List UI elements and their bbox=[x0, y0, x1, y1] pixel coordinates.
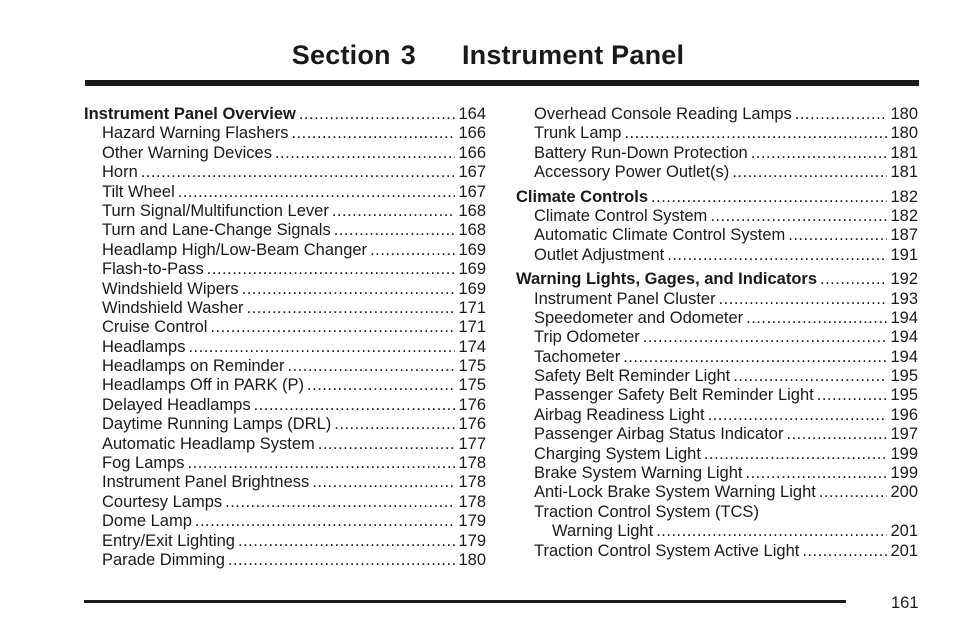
toc-entry[interactable] bbox=[516, 246, 918, 265]
toc-entry[interactable] bbox=[516, 309, 918, 328]
toc-entry[interactable] bbox=[516, 445, 918, 464]
dot-leader bbox=[746, 309, 887, 328]
toc-entry[interactable] bbox=[516, 522, 918, 541]
dot-leader bbox=[207, 260, 456, 279]
toc-entry-page: 194 bbox=[890, 308, 918, 327]
dot-leader bbox=[225, 493, 455, 512]
toc-entry-label: Horn bbox=[102, 163, 138, 182]
toc-entry-label: Charging System Light bbox=[534, 444, 701, 463]
toc-entry[interactable] bbox=[84, 512, 486, 531]
dot-leader bbox=[178, 183, 456, 202]
dot-leader bbox=[332, 202, 456, 221]
toc-entry-label: Instrument Panel Brightness bbox=[102, 473, 310, 492]
toc-entry-page: 166 bbox=[458, 143, 486, 162]
toc-entry-label: Windshield Wipers bbox=[102, 279, 239, 298]
toc-entry-page: 177 bbox=[458, 434, 486, 453]
toc-entry[interactable] bbox=[84, 163, 486, 182]
toc-entry-label: Courtesy Lamps bbox=[102, 492, 223, 511]
toc-entry-page: 178 bbox=[458, 492, 486, 511]
toc-entry[interactable] bbox=[84, 415, 486, 434]
toc-entry-label: Battery Run-Down Protection bbox=[534, 143, 748, 162]
section-word: Section bbox=[291, 40, 391, 70]
footer-rule bbox=[84, 600, 846, 603]
toc-entry-page: 192 bbox=[890, 270, 918, 289]
toc-entry-label: Brake System Warning Light bbox=[534, 464, 743, 483]
toc-entry-label: Turn and Lane-Change Signals bbox=[102, 221, 331, 240]
toc-heading-entry[interactable] bbox=[84, 105, 486, 124]
toc-entry[interactable] bbox=[516, 425, 918, 444]
toc-entry-label: Airbag Readiness Light bbox=[534, 405, 705, 424]
toc-entry-label: Delayed Headlamps bbox=[102, 395, 251, 414]
dot-leader bbox=[710, 207, 887, 226]
toc-entry[interactable] bbox=[84, 202, 486, 221]
section-title bbox=[0, 40, 954, 71]
toc-entry-page: 180 bbox=[458, 550, 486, 569]
toc-entry-label: Traction Control System Active Light bbox=[534, 541, 800, 560]
page-number: 161 bbox=[891, 594, 919, 612]
toc-entry-page: 178 bbox=[458, 454, 486, 473]
dot-leader bbox=[788, 226, 887, 245]
toc-entry-label: Cruise Control bbox=[102, 318, 208, 337]
toc-entry-page: 196 bbox=[890, 405, 918, 424]
dot-leader bbox=[188, 454, 456, 473]
toc-entry-page: 169 bbox=[458, 279, 486, 298]
toc-entry-page: 169 bbox=[458, 260, 486, 279]
toc-entry-label: Overhead Console Reading Lamps bbox=[534, 105, 792, 123]
dot-leader bbox=[291, 124, 455, 143]
dot-leader bbox=[312, 473, 455, 492]
toc-entry-page: 168 bbox=[458, 201, 486, 220]
toc-entry-label: Climate Control System bbox=[534, 206, 708, 225]
toc-entry[interactable] bbox=[84, 280, 486, 299]
dot-leader bbox=[651, 188, 887, 207]
toc-entry[interactable] bbox=[84, 124, 486, 143]
toc-entry-page: 193 bbox=[890, 289, 918, 308]
toc-entry-page: 171 bbox=[458, 318, 486, 337]
toc-entry-label: Traction Control System (TCS) bbox=[534, 502, 759, 521]
toc-entry-label: Dome Lamp bbox=[102, 512, 192, 531]
toc-entry-page: 182 bbox=[890, 187, 918, 206]
toc-entry-label: Headlamps on Reminder bbox=[102, 357, 285, 376]
toc-entry[interactable] bbox=[84, 260, 486, 279]
toc-entry[interactable] bbox=[84, 299, 486, 318]
toc-entry[interactable] bbox=[516, 348, 918, 367]
dot-leader bbox=[745, 464, 887, 483]
toc-entry[interactable] bbox=[516, 124, 918, 143]
toc-entry-page: 194 bbox=[890, 328, 918, 347]
toc-entry-label: Warning Light bbox=[552, 522, 654, 541]
dot-leader bbox=[210, 318, 455, 337]
toc-entry-label: Anti-Lock Brake System Warning Light bbox=[534, 483, 816, 502]
toc-entry-page: 164 bbox=[458, 105, 486, 123]
toc-entry[interactable] bbox=[84, 454, 486, 473]
toc-entry[interactable] bbox=[84, 318, 486, 337]
dot-leader bbox=[288, 357, 456, 376]
toc-entry-page: 179 bbox=[458, 512, 486, 531]
toc-entry-label: Passenger Safety Belt Reminder Light bbox=[534, 386, 814, 405]
toc-entry-page: 181 bbox=[890, 143, 918, 162]
toc-entry-page: 200 bbox=[890, 483, 918, 502]
toc-entry[interactable] bbox=[84, 241, 486, 260]
toc-entry[interactable] bbox=[516, 483, 918, 502]
toc-entry[interactable] bbox=[84, 473, 486, 492]
toc-entry[interactable] bbox=[516, 290, 918, 309]
toc-entry[interactable] bbox=[516, 328, 918, 347]
dot-leader bbox=[334, 221, 456, 240]
toc-entry[interactable] bbox=[84, 376, 486, 395]
dot-leader bbox=[334, 415, 455, 434]
toc-entry-label: Climate Controls bbox=[516, 187, 649, 206]
header-rule bbox=[85, 80, 919, 86]
toc-entry-label: Flash-to-Pass bbox=[102, 260, 204, 279]
dot-leader bbox=[708, 406, 888, 425]
toc-entry-page: 180 bbox=[890, 105, 918, 123]
section-name: Instrument Panel bbox=[461, 40, 685, 70]
toc-entry[interactable] bbox=[516, 464, 918, 483]
toc-entry-page: 199 bbox=[890, 464, 918, 483]
toc-entry-label: Accessory Power Outlet(s) bbox=[534, 163, 730, 182]
toc-entry-label: Passenger Airbag Status Indicator bbox=[534, 425, 784, 444]
toc-entry-page: 169 bbox=[458, 240, 486, 259]
toc-entry[interactable] bbox=[84, 221, 486, 240]
dot-leader bbox=[704, 445, 888, 464]
dot-leader bbox=[733, 367, 887, 386]
dot-leader bbox=[817, 386, 888, 405]
dot-leader bbox=[786, 425, 887, 444]
toc-entry-page: 187 bbox=[890, 226, 918, 245]
toc-entry-label: Speedometer and Odometer bbox=[534, 308, 744, 327]
toc-entry-label: Turn Signal/Multifunction Lever bbox=[102, 201, 329, 220]
toc-entry[interactable] bbox=[516, 207, 918, 226]
toc-entry-page: 176 bbox=[458, 395, 486, 414]
toc-entry-label: Entry/Exit Lighting bbox=[102, 531, 235, 550]
toc-entry[interactable] bbox=[84, 144, 486, 163]
toc-entry-page: 201 bbox=[890, 541, 918, 560]
toc-entry-label: Automatic Climate Control System bbox=[534, 226, 786, 245]
toc-entry[interactable] bbox=[84, 551, 486, 570]
toc-left-column bbox=[84, 105, 486, 570]
dot-leader bbox=[188, 338, 455, 357]
toc-entry-label: Trip Odometer bbox=[534, 328, 640, 347]
dot-leader bbox=[299, 105, 456, 124]
dot-leader bbox=[751, 144, 888, 163]
toc-entry[interactable] bbox=[84, 396, 486, 415]
dot-leader bbox=[228, 551, 456, 570]
toc-entry-label: Instrument Panel Overview bbox=[84, 105, 296, 123]
toc-entry[interactable] bbox=[516, 144, 918, 163]
toc-entry[interactable] bbox=[516, 406, 918, 425]
dot-leader bbox=[254, 396, 456, 415]
toc-entry-page: 178 bbox=[458, 473, 486, 492]
dot-leader bbox=[242, 280, 456, 299]
dot-leader bbox=[719, 290, 888, 309]
toc-entry-page: 181 bbox=[890, 163, 918, 182]
toc-entry-page: 176 bbox=[458, 415, 486, 434]
section-number: 3 bbox=[400, 40, 416, 70]
toc-entry-label: Tilt Wheel bbox=[102, 182, 175, 201]
toc-entry-page: 197 bbox=[890, 425, 918, 444]
dot-leader bbox=[275, 144, 456, 163]
toc-entry[interactable] bbox=[516, 367, 918, 386]
toc-entry-label: Fog Lamps bbox=[102, 454, 185, 473]
dot-leader bbox=[732, 163, 887, 182]
dot-leader bbox=[819, 483, 888, 502]
toc-entry-label: Hazard Warning Flashers bbox=[102, 124, 289, 143]
toc-entry-label: Parade Dimming bbox=[102, 550, 225, 569]
toc-entry[interactable] bbox=[84, 183, 486, 202]
toc-entry-label: Instrument Panel Cluster bbox=[534, 289, 716, 308]
toc-entry-page: 171 bbox=[458, 298, 486, 317]
toc-entry-page: 167 bbox=[458, 163, 486, 182]
toc-entry-page: 180 bbox=[890, 124, 918, 143]
dot-leader bbox=[623, 348, 887, 367]
toc-entry-page: 166 bbox=[458, 124, 486, 143]
toc-entry-label: Other Warning Devices bbox=[102, 143, 272, 162]
toc-entry[interactable] bbox=[516, 163, 918, 182]
toc-entry-label: Warning Lights, Gages, and Indicators bbox=[516, 270, 818, 289]
dot-leader bbox=[307, 376, 455, 395]
dot-leader bbox=[141, 163, 456, 182]
toc-entry-page: 201 bbox=[890, 522, 918, 541]
toc-entry-label: Automatic Headlamp System bbox=[102, 434, 315, 453]
toc-entry-page: 191 bbox=[890, 245, 918, 264]
toc-right-column bbox=[516, 105, 918, 561]
dot-leader bbox=[318, 435, 456, 454]
toc-entry-label: Headlamps bbox=[102, 337, 186, 356]
toc-entry-label: Trunk Lamp bbox=[534, 124, 622, 143]
dot-leader bbox=[667, 246, 887, 265]
toc-entry-page: 174 bbox=[458, 337, 486, 356]
toc-entry-page: 182 bbox=[890, 206, 918, 225]
dot-leader bbox=[643, 328, 888, 347]
toc-entry-page: 168 bbox=[458, 221, 486, 240]
dot-leader bbox=[238, 532, 455, 551]
toc-heading-entry[interactable] bbox=[516, 270, 918, 289]
dot-leader bbox=[656, 522, 887, 541]
toc-entry-label: Tachometer bbox=[534, 347, 621, 366]
toc-entry-page: 199 bbox=[890, 444, 918, 463]
toc-entry-label: Outlet Adjustment bbox=[534, 245, 665, 264]
toc-entry-page: 167 bbox=[458, 182, 486, 201]
toc-entry[interactable] bbox=[516, 226, 918, 245]
dot-leader bbox=[247, 299, 456, 318]
toc-entry[interactable] bbox=[84, 532, 486, 551]
dot-leader bbox=[820, 270, 887, 289]
dot-leader bbox=[624, 124, 887, 143]
toc-entry[interactable] bbox=[516, 542, 918, 561]
toc-entry[interactable] bbox=[84, 338, 486, 357]
dot-leader bbox=[802, 542, 887, 561]
toc-heading-entry[interactable] bbox=[516, 188, 918, 207]
toc-entry-label: Windshield Washer bbox=[102, 298, 244, 317]
toc-entry-label: Headlamp High/Low-Beam Changer bbox=[102, 240, 368, 259]
toc-entry[interactable] bbox=[84, 435, 486, 454]
toc-entry[interactable] bbox=[84, 357, 486, 376]
toc-entry-label: Daytime Running Lamps (DRL) bbox=[102, 415, 332, 434]
toc-entry[interactable] bbox=[516, 386, 918, 405]
toc-entry-page: 179 bbox=[458, 531, 486, 550]
toc-entry-page: 195 bbox=[890, 386, 918, 405]
toc-entry-label: Safety Belt Reminder Light bbox=[534, 367, 731, 386]
toc-entry-label: Headlamps Off in PARK (P) bbox=[102, 376, 305, 395]
dot-leader bbox=[370, 241, 455, 260]
toc-entry-page: 195 bbox=[890, 367, 918, 386]
toc-entry-page: 175 bbox=[458, 376, 486, 395]
toc-entry[interactable] bbox=[516, 105, 918, 124]
dot-leader bbox=[195, 512, 456, 531]
toc-entry-page: 175 bbox=[458, 357, 486, 376]
toc-entry[interactable] bbox=[516, 503, 918, 522]
dot-leader bbox=[795, 105, 888, 124]
toc-entry-page: 194 bbox=[890, 347, 918, 366]
toc-entry[interactable] bbox=[84, 493, 486, 512]
